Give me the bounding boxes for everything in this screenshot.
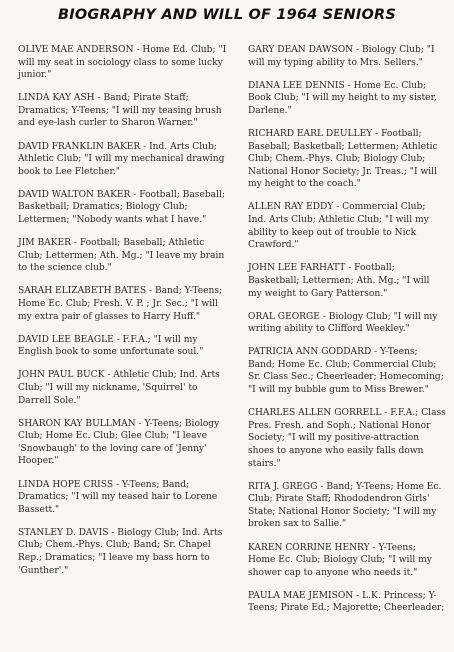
senior-will: - F.F.A.; Class Pres. Fresh. and Soph.; National Honor Society; "I will my positive-attraction shoes to anyone who easily falls down stairs." (248, 408, 446, 469)
senior-will: - L.K. Princess; Y-Teens; Pirate Ed.; Majorette; Cheerleader; (248, 590, 445, 614)
senior-name: JIM BAKER (18, 238, 71, 249)
senior-name: JOHN PAUL BUCK (18, 370, 105, 381)
senior-will: - Football; Baseball; Athletic Club; Lettermen; Ath. Mg.; "I leave my brain to the science club." (18, 238, 225, 274)
senior-name: JOHN LEE FARHATT (248, 263, 346, 274)
senior-entry (18, 237, 230, 275)
senior-entry (18, 189, 230, 227)
senior-name: RITA J. GREGG (248, 481, 318, 492)
senior-entry (248, 311, 446, 336)
senior-will: - Biology Club; Ind. Arts Club; Chem.-Phys. Club; Band; Sr. Chapel Rep.; Dramatics; "I leave my bass horn to 'Gunther'." (18, 527, 223, 576)
senior-entry (18, 369, 230, 407)
senior-will: - Football; Baseball; Basketball; Dramatics; Biology Club; Lettermen; "Nobody wants what I have." (18, 189, 225, 226)
senior-entry (248, 128, 446, 191)
senior-name: CHARLES ALLEN GORRELL (248, 408, 382, 419)
senior-entry (18, 92, 230, 130)
senior-will: - Football; Basketball; Lettermen; Ath. Mg.; "I will my weight to Gary Patterson." (248, 263, 430, 299)
senior-will: - Y-Teens; Home Ec. Club; Biology Club; "I will my shower cap to anyone who needs it." (248, 542, 432, 578)
senior-entry (248, 262, 446, 300)
senior-will: - Band; Pirate Staff; Dramatics; Y-Teens; "I will my teasing brush and eye-lash curler to Sharon Warner." (18, 93, 222, 129)
senior-entry (18, 141, 230, 179)
senior-name: DAVID FRANKLIN BAKER (18, 141, 141, 152)
senior-entry (248, 407, 446, 470)
senior-name: ALLEN RAY EDDY (248, 202, 334, 213)
senior-will: - Home Ec. Club; Book Club; "I will my height to my sister, Darlene." (248, 80, 437, 116)
senior-entry (248, 542, 446, 580)
senior-name: OLIVE MAE ANDERSON (18, 45, 134, 55)
senior-name: GARY DEAN DAWSON (248, 45, 354, 55)
senior-entry (18, 418, 230, 468)
senior-name: ORAL GEORGE (248, 311, 320, 322)
right-column (248, 44, 446, 615)
senior-name: KAREN CORRINE HENRY (248, 542, 370, 553)
senior-entry (248, 590, 446, 615)
left-column (18, 44, 230, 577)
senior-will: - Biology Club; "I will my typing ability to Mrs. Sellers." (248, 45, 435, 68)
senior-name: LINDA KAY ASH (18, 93, 95, 104)
senior-name: SHARON KAY BULLMAN (18, 418, 136, 429)
senior-name: STANLEY D. DAVIS (18, 527, 109, 538)
senior-name: PATRICIA ANN GODDARD (248, 347, 372, 358)
senior-will: - Commercial Club; Ind. Arts Club; Athletic Club; "I will my ability to keep out of trouble to Nick Crawford." (248, 202, 429, 251)
senior-will: - Band; Y-Teens; Home Ec. Club; Fresh. V. P. ; Jr. Sec.; "I will my extra pair of glasses to Harry Huff." (18, 286, 223, 322)
senior-will: - Home Ed. Club; "I will my seat in sociology class to some lucky junior." (18, 45, 227, 81)
senior-will: - Band; Y-Teens; Home Ec. Club; Pirate Staff; Rhododendron Girls' State; National Honor Society; "I will my broken sax to Sallie." (248, 481, 442, 530)
senior-name: PAULA MAE JEMISON (248, 590, 354, 601)
senior-entry (18, 334, 230, 359)
senior-name: SARAH ELIZABETH BATES (18, 286, 147, 297)
senior-entry (248, 201, 446, 251)
senior-will: - Athletic Club; Ind. Arts Club; "I will my nickname, 'Squirrel' to Darrell Sole." (18, 370, 220, 406)
senior-will: - Football; Baseball; Basketball; Lettermen; Athletic Club; Chem.-Phys. Club; Biology Club; National Honor Society; Jr. Treas.; "I will my height to the coach." (248, 128, 438, 190)
senior-name: DAVID LEE BEAGLE (18, 334, 114, 345)
senior-name: DIANA LEE DENNIS (248, 80, 345, 91)
senior-entry (18, 527, 230, 577)
senior-entry (248, 80, 446, 118)
senior-name: RICHARD EARL DEULLEY (248, 128, 373, 139)
senior-will: - Y-Teens; Band; Dramatics; "I will my teased hair to Lorene Bassett." (18, 479, 218, 515)
senior-entry (18, 479, 230, 517)
page-title: BIOGRAPHY AND WILL OF 1964 SENIORS (57, 7, 397, 23)
senior-will: - F.F.A.; "I will my English book to some unfortunate soul." (18, 334, 204, 358)
senior-entry (248, 346, 446, 396)
senior-name: LINDA HOPE CRISS (18, 479, 114, 490)
senior-entry (248, 44, 446, 69)
senior-will: - Biology Club; "I will my writing ability to Clifford Weekley." (248, 311, 438, 335)
senior-entry (248, 481, 446, 531)
senior-entry (18, 285, 230, 323)
senior-name: DAVID WALTON BAKER (18, 189, 131, 200)
senior-will: - Y-Teens; Band; Home Ec. Club; Commercial Club; Sr. Class Sec.; Cheerleader; Homecoming; "I will my bubble gum to Miss Brewer." (248, 347, 444, 396)
senior-will: - Y-Teens; Biology Club; Home Ec. Club; Glee Club; "I leave 'Snowbaugh' to the loving care of 'Jenny' Hooper." (18, 418, 220, 467)
senior-entry (18, 44, 230, 82)
senior-will: - Ind. Arts Club; Athletic Club; "I will my mechanical drawing book to Lee Fletcher." (18, 141, 225, 177)
